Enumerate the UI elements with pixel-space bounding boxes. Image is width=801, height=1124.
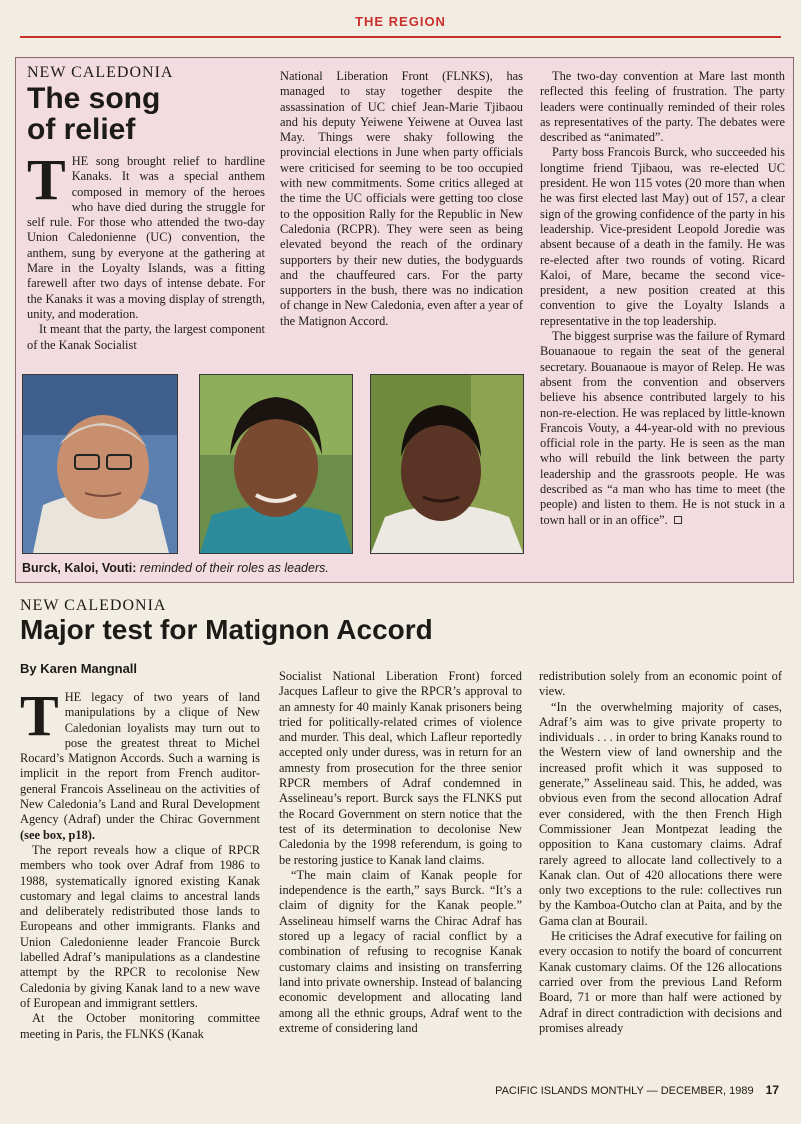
story1-headline-line2: of relief	[27, 113, 136, 146]
story2-col2-p2: “The main claim of Kanak people for independence is the earth,” says Burck. “It’s a claim of dignity for the Kanak people.” Asselineau himself warns the Chirac Adraf has stored up a legacy of racial conflict by a combination of refusing to recognise Kanak customary claims and insisting on transferring land into private ownership. Instead of balancing economic development and allocating land among all the ethnic groups, Adraf went to the extreme of considering land	[279, 867, 522, 1035]
portrait-burck-icon	[23, 375, 177, 553]
story1-col3-p1: The two-day convention at Mare last month reflected this feeling of frustration. The party leaders were continually reminded of their roles as representatives of the party. The debates were described as “animated”.	[540, 69, 785, 145]
story2-col1-p2: The report reveals how a clique of RPCR members who took over Adraf from 1986 to 1988, systematically ignored existing Kanak customary and legal claims to ancestral lands and deliberately redistributed those lands to Europeans and other immigrants. Flanks and Union Caledonienne leader Francoie Burck labelled Adraf’s manipulations as a clandestine attempt by the RPCR to recolonise New Caledonia by giving Kanak land to a new wave of European and immigrant settlers.	[20, 842, 260, 1010]
section-title: THE REGION	[355, 14, 446, 29]
story1-col1	[27, 147, 265, 353]
story2-col2	[279, 669, 522, 1036]
story2-col1-p1: HE legacy of two years of land manipulations by a clique of New Caledonian loyalists may turn out to pose the greatest threat to Michel Rocard’s Matignon Accords. Such a warning is implicit in the report from French auditor-general Francois Asselineau on the activities of New Caledonia’s Land and Rural Development Agency (Adraf) under the Chirac Government	[20, 690, 260, 827]
header-rule	[20, 36, 781, 38]
photo-burck	[22, 374, 178, 554]
story1-col2-p1: National Liberation Front (FLNKS), has managed to stay together despite the assassination of UC chief Jean-Marie Tjibaou and his deputy Yeiwene Yeiwene at Ouvea last May. Things were shaky following the provincial elections in June when party officials were criticised for seeming to be too occupied with new commitments. Some critics alleged at the time the UC officials were getting too close to the opposition Rally for the Republic in New Caledonia (RCPR). They were seen as being elevated beyond the reach of the ordinary supporters by their new duties, the bodyguards and the chauffeured cars. For the party supporters in the bush, there was no indication of change in New Caledonia, even after a year of the Matignon Accord.	[280, 69, 523, 328]
story1-box	[15, 57, 794, 583]
story2-col1-p3: At the October monitoring committee meeting in Paris, the FLNKS (Kanak	[20, 1011, 260, 1041]
caption-text: reminded of their roles as leaders.	[136, 561, 329, 575]
story1-dropcap: T	[27, 147, 66, 212]
story1-headline	[27, 84, 160, 145]
story1-headline-line1: The song	[27, 82, 161, 115]
story1-kicker: NEW CALEDONIA	[27, 64, 174, 81]
story2-byline: By Karen Mangnall	[20, 661, 138, 676]
story2-kicker: NEW CALEDONIA	[20, 597, 167, 614]
story1-col1-p2: It meant that the party, the largest component of the Kanak Socialist	[27, 322, 265, 352]
caption-names: Burck, Kaloi, Vouti:	[22, 561, 137, 575]
story2-dropcap: T	[20, 683, 59, 748]
section-header	[0, 0, 801, 40]
story1-col3	[540, 69, 785, 528]
story1-col2	[280, 69, 523, 329]
photo-kaloi	[199, 374, 353, 554]
story1-caption	[22, 561, 329, 575]
portrait-kaloi-icon	[200, 375, 352, 553]
page-footer	[495, 1083, 779, 1097]
story2-col2-p1: Socialist National Liberation Front) forced Jacques Lafleur to give the RPCR’s approval to an amnesty for 40 mainly Kanak prisoners being tried for politically-related crimes of violence and murder. This deal, which Lafleur reportedly accepted only under duress, was in return for an amnesty from prosecution for the three senior RPCR members of Adraf condemned in Asselineau’s report. Burck says the FLNKS put the Rocard Government on stern notice that the test of its determination to decolonise New Caledonia by the 1998 referendum, is going to be restoring justice to Kanak land claims.	[279, 669, 522, 867]
end-mark-icon	[674, 516, 682, 524]
story2-see-box: (see box, p18).	[20, 827, 96, 842]
footer-publication: PACIFIC ISLANDS MONTHLY — DECEMBER, 1989	[495, 1085, 754, 1097]
story2-col3	[539, 669, 782, 1036]
story2-headline: Major test for Matignon Accord	[20, 614, 433, 645]
page-number: 17	[765, 1083, 779, 1097]
story1-col3-p2: Party boss Francois Burck, who succeeded his longtime friend Tjibaou, was re-elected UC president. He won 115 votes (20 more than when he was first elected last May) out of 157, a clear sign of the growing confidence of the party in his leadership. Vice-president Leopold Joredie was absent because of a death in the family. He was re-elected after two rounds of voting. Ricard Kaloi, of Mare, became the second vice-president, a new position created at this convention to give the Loyalty Islands a representative in the top leadership.	[540, 145, 785, 328]
story2-col1	[20, 683, 260, 1042]
story2-col3-p2: “In the overwhelming majority of cases, Adraf’s aim was to give private property to individuals . . . in order to bring Kanaks round to the Western view of land ownership and the increased profit which it was supposed to generate,” Asselineau said. This, he added, was obvious even from the second allocation Adraf ever considered, with the then French High Commissioner Jean Montpezat leading the opposition to Kana customary claims. Adraf rarely agreed to allocate land collectively to a Kanak clan. Out of 420 allocations there were only two exceptions to the rule: collectives run by the Kamboa-Outcho clan at Paita, and by the Gama clan at Bourail.	[539, 699, 782, 928]
photo-vouti	[370, 374, 524, 554]
story2-col3-p1: redistribution solely from an economic point of view.	[539, 669, 782, 699]
story2-col3-p3: He criticises the Adraf executive for failing on every occasion to notify the board of concurrent Kanak customary claims. Of the 126 allocations carried over from the previous Land Reform Board, 71 or more than half were actioned by Adraf in direct contradiction with decisions and promises already	[539, 929, 782, 1035]
portrait-vouti-icon	[371, 375, 523, 553]
story1-col3-p3: The biggest surprise was the failure of Rymard Bouanaoue to regain the seat of the general secretary. Bouanaoue is mayor of Relep. He was absent from the convention and observers believe his absence contributed largely to his non-re-election. He was replaced by little-known Francois Vouty, a 44-year-old with no previous official role in the party. He is seen as the man who will rebuild the link between the party leadership and the grassroots people. He was described as “a man who has time to meet (the people) and listen to them. He is not stuck in a town hall or in an office”.	[540, 329, 785, 527]
story1-col1-p1: HE song brought relief to hardline Kanaks. It was a special anthem composed in memory of the heroes who have died during the struggle for self rule. For those who attended the two-day Union Caledonienne (UC) convention, the anthem, sung by everyone at the gathering at Mare in the Loyalty Islands, was a fitting farewell after two days of intense debate. For the Kanaks it was a moving display of strength, unity, and moderation.	[27, 154, 265, 321]
